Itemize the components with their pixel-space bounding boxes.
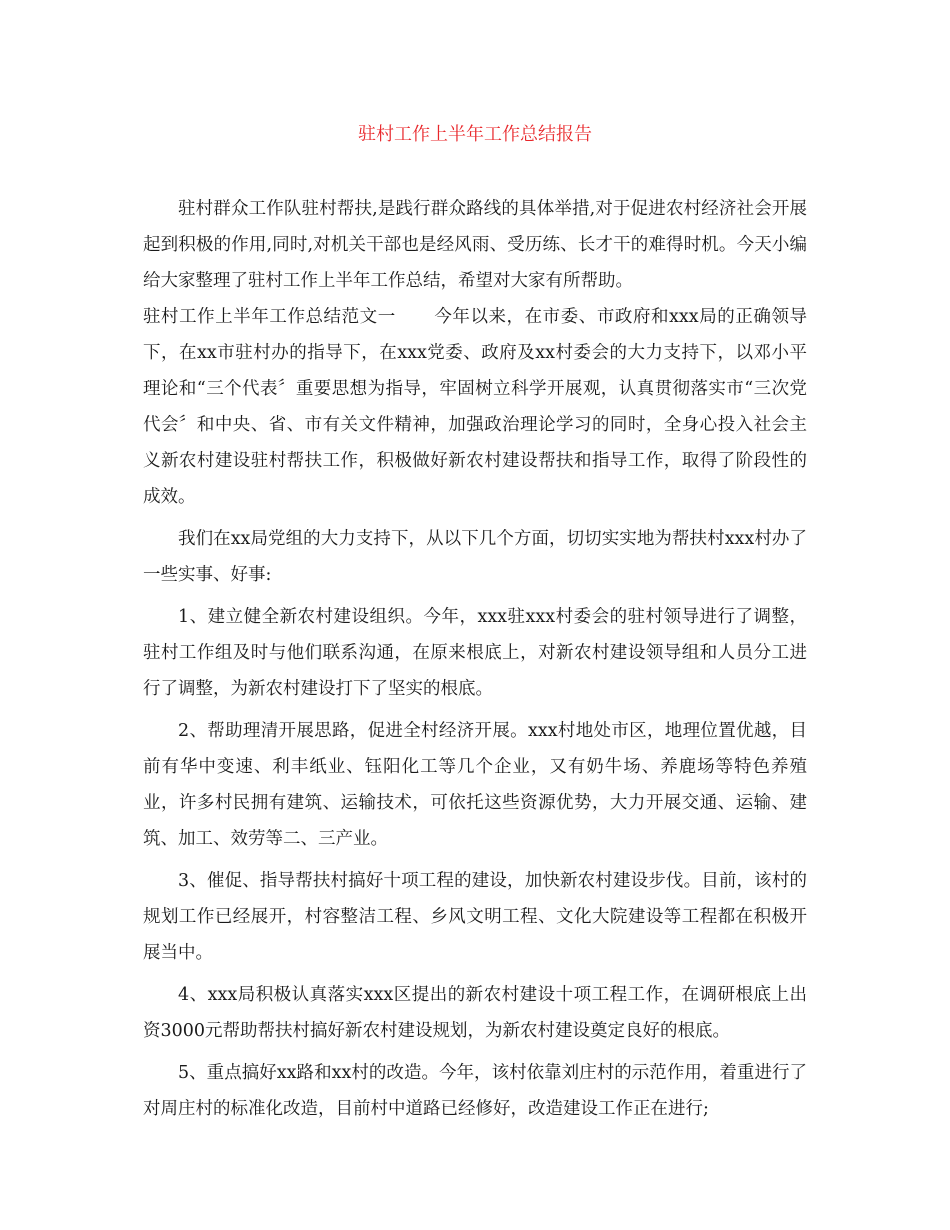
document-title: 驻村工作上半年工作总结报告 [358, 124, 592, 145]
document-body [143, 191, 807, 1127]
section-paragraph [143, 299, 807, 515]
body-paragraph: 我们在xx局党组的大力支持下，从以下几个方面，切切实实地为帮扶村xxx村办了一些实事、好事: [143, 529, 807, 585]
body-paragraph: 1、建立健全新农村建设组织。今年，xxx驻xxx村委会的驻村领导进行了调整，驻村工作组及时与他们联系沟通，在原来根底上，对新农村建设领导组和人员分工进行了调整，为新农村建设打下了坚实的根底。 [143, 607, 807, 699]
body-paragraph: 3、催促、指导帮扶村搞好十项工程的建设，加快新农村建设步伐。目前，该村的规划工作已经展开，村容整洁工程、乡风文明工程、文化大院建设等工程都在积极开展当中。 [143, 871, 807, 963]
section-first-text: 今年以来，在市委、市政府和xxx局的正确领导下，在xx市驻村办的指导下，在xxx党委、政府及xx村委会的大力支持下，以邓小平理论和“三个代表〞重要思想为指导，牢固树立科学开展观，认真贯彻落实市“三次党代会〞和中央、省、市有关文件精神，加强政治理论学习的同时，全身心投入社会主义新农村建设驻村帮扶工作，积极做好新农村建设帮扶和指导工作，取得了阶段性的成效。 [143, 307, 808, 507]
body-paragraph: 2、帮助理清开展思路，促进全村经济开展。xxx村地处市区，地理位置优越，目前有华中变速、利丰纸业、钰阳化工等几个企业，又有奶牛场、养鹿场等特色养殖业，许多村民拥有建筑、运输技术，可依托这些资源优势，大力开展交通、运输、建筑、加工、效劳等二、三产业。 [143, 721, 807, 849]
body-paragraph: 5、重点搞好xx路和xx村的改造。今年，该村依靠刘庄村的示范作用，着重进行了对周庄村的标准化改造，目前村中道路已经修好，改造建设工作正在进行; [143, 1063, 807, 1119]
intro-paragraph: 驻村群众工作队驻村帮扶,是践行群众路线的具体举措,对于促进农村经济社会开展起到积极的作用,同时,对机关干部也是经风雨、受历练、长才干的难得时机。今天小编给大家整理了驻村工作上半年工作总结，希望对大家有所帮助。 [143, 199, 807, 291]
body-paragraph: 4、xxx局积极认真落实xxx区提出的新农村建设十项工程工作，在调研根底上出资3000元帮助帮扶村搞好新农村建设规划，为新农村建设奠定良好的根底。 [143, 985, 807, 1041]
section-heading: 驻村工作上半年工作总结范文一 [143, 307, 396, 327]
